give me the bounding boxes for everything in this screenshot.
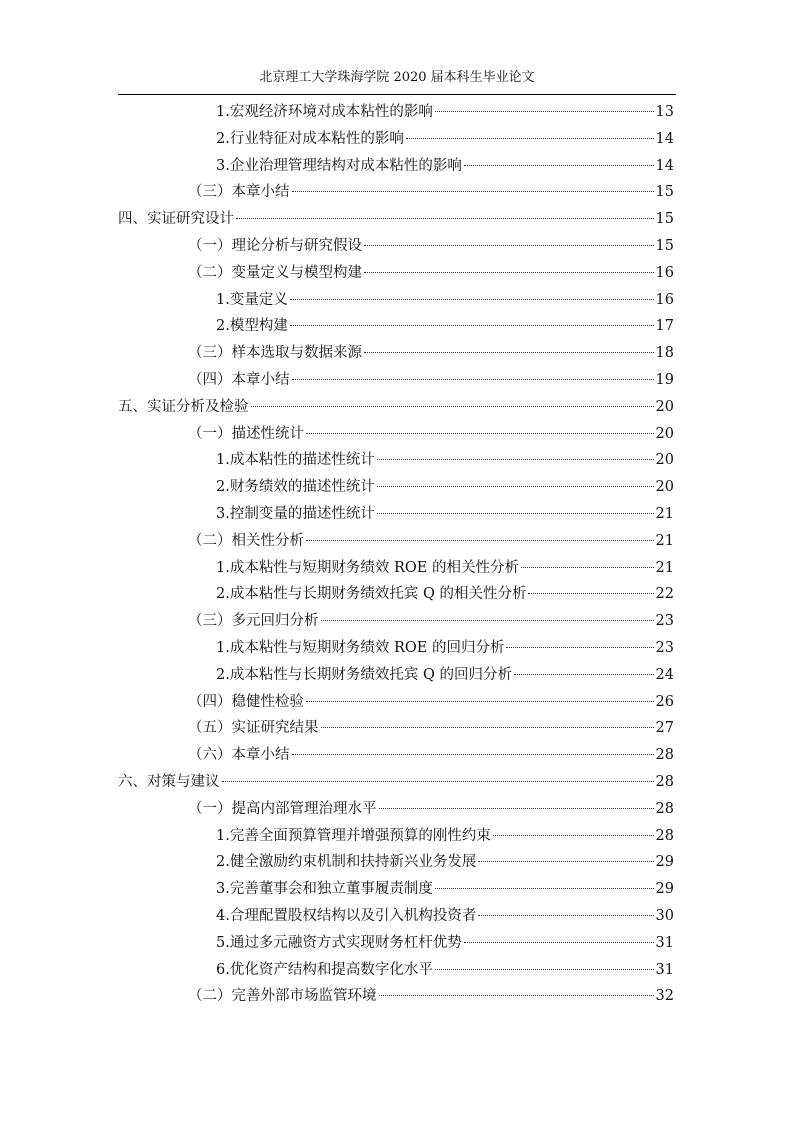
toc-entry[interactable] [118,957,674,984]
dot-leader [528,593,653,594]
dot-leader [435,888,654,889]
dot-leader [478,915,653,916]
dot-leader [478,861,653,862]
toc-entry-page-number: 24 [655,666,674,683]
toc-entry[interactable] [118,260,674,287]
toc-entry-title: 2.成本粘性与长期财务绩效托宾 Q 的相关性分析 [216,586,527,603]
toc-entry-title: 1.成本粘性与短期财务绩效 ROE 的相关性分析 [216,559,519,576]
dot-leader [464,942,654,943]
toc-entry-title: 2.行业特征对成本粘性的影响 [216,130,404,147]
toc-entry-page-number: 21 [655,559,674,576]
toc-entry[interactable] [118,796,674,823]
toc-entry[interactable] [118,555,674,582]
toc-entry[interactable] [118,742,674,769]
toc-entry-title: 3.控制变量的描述性统计 [216,505,375,522]
toc-entry-page-number: 13 [655,104,674,120]
dot-leader [222,781,654,782]
toc-entry[interactable] [118,313,674,340]
toc-entry-page-number: 14 [655,157,674,174]
toc-entry-page-number: 31 [655,934,674,951]
toc-entry-title: （一）理论分析与研究假设 [188,237,362,254]
toc-entry[interactable] [118,983,674,1010]
toc-entry[interactable] [118,715,674,742]
toc-entry-title: （二）完善外部市场监管环境 [188,988,377,1005]
toc-entry[interactable] [118,179,674,206]
toc-entry[interactable] [118,367,674,394]
toc-entry-page-number: 21 [655,532,674,549]
toc-entry-page-number: 28 [655,747,674,764]
toc-entry-title: 5.通过多元融资方式实现财务杠杆优势 [216,934,462,951]
toc-entry-page-number: 28 [655,773,674,790]
dot-leader [306,540,654,541]
toc-entry-page-number: 15 [655,184,674,201]
toc-entry-page-number: 23 [655,639,674,656]
toc-entry-title: 2.成本粘性与长期财务绩效托宾 Q 的回归分析 [216,666,512,683]
toc-entry-page-number: 26 [655,693,674,710]
toc-entry-title: 6.优化资产结构和提高数字化水平 [216,961,433,978]
toc-entry[interactable] [118,153,674,180]
toc-entry-title: 1.完善全面预算管理并增强预算的刚性约束 [216,827,491,844]
toc-entry[interactable] [118,769,674,796]
page-header: 北京理工大学珠海学院 2020 届本科生毕业论文 [259,70,535,85]
dot-leader [377,459,654,460]
toc-entry[interactable] [118,394,674,421]
dot-leader [321,620,654,621]
dot-leader [292,191,654,192]
toc-entry-title: 五、实证分析及检验 [118,398,249,415]
dot-leader [251,406,654,407]
toc-entry-title: （五）实证研究结果 [188,720,319,737]
dot-leader [364,245,654,246]
toc-entry-title: 1.变量定义 [216,291,288,308]
dot-leader [292,754,654,755]
dot-leader [290,299,654,300]
toc-entry-page-number: 29 [655,881,674,898]
toc-entry-title: （一）描述性统计 [188,425,304,442]
toc-entry-page-number: 21 [655,505,674,522]
toc-entry-title: （三）样本选取与数据来源 [188,345,362,362]
dot-leader [290,325,654,326]
toc-entry-page-number: 14 [655,130,674,147]
toc-entry-title: 3.企业治理管理结构对成本粘性的影响 [216,157,462,174]
toc-entry[interactable] [118,689,674,716]
toc-entry[interactable] [118,421,674,448]
toc-entry[interactable] [118,903,674,930]
toc-entry-title: （二）相关性分析 [188,532,304,549]
toc-entry-page-number: 22 [655,586,674,603]
dot-leader [292,379,654,380]
toc-entry[interactable] [118,528,674,555]
toc-entry-page-number: 23 [655,613,674,630]
dot-leader [321,727,654,728]
toc-entry-title: 2.模型构建 [216,318,288,335]
dot-leader [493,835,654,836]
toc-entry-title: （三）本章小结 [188,184,290,201]
toc-entry-title: 六、对策与建议 [118,773,220,790]
toc-entry-page-number: 16 [655,291,674,308]
header-divider [118,94,676,95]
dot-leader [406,138,654,139]
toc-entry-page-number: 18 [655,345,674,362]
toc-entry-title: （三）多元回归分析 [188,613,319,630]
toc-entry[interactable] [118,99,674,126]
toc-entry-title: 4.合理配置股权结构以及引入机构投资者 [216,907,477,924]
toc-entry-page-number: 15 [655,237,674,254]
toc-entry-page-number: 20 [655,398,674,415]
toc-entry-title: 2.健全激励约束机制和扶持新兴业务发展 [216,854,477,871]
toc-entry-title: （四）稳健性检验 [188,693,304,710]
dot-leader [379,995,654,996]
toc-entry-page-number: 20 [655,425,674,442]
dot-leader [377,486,654,487]
dot-leader [379,808,654,809]
dot-leader [306,701,654,702]
toc-entry-title: 四、实证研究设计 [118,211,234,228]
toc-entry[interactable] [118,287,674,314]
dot-leader [236,218,654,219]
toc-entry[interactable] [118,876,674,903]
toc-entry[interactable] [118,823,674,850]
dot-leader [506,647,653,648]
toc-entry[interactable] [118,206,674,233]
toc-entry-page-number: 19 [655,371,674,388]
toc-entry-title: （四）本章小结 [188,371,290,388]
toc-entry-page-number: 27 [655,720,674,737]
toc-entry-page-number: 20 [655,452,674,469]
dot-leader [521,567,654,568]
toc-entry[interactable] [118,126,674,153]
dot-leader [377,513,654,514]
dot-leader [364,272,654,273]
toc-entry-title: 1.宏观经济环境对成本粘性的影响 [216,104,433,120]
toc-entry-title: 1.成本粘性的描述性统计 [216,452,375,469]
toc-entry-page-number: 32 [655,988,674,1005]
dot-leader [435,969,654,970]
toc-entry-page-number: 17 [655,318,674,335]
dot-leader [514,674,654,675]
toc-entry-page-number: 16 [655,264,674,281]
toc-entry-page-number: 28 [655,800,674,817]
toc-entry[interactable] [118,608,674,635]
toc-entry[interactable] [118,340,674,367]
toc-entry-page-number: 15 [655,211,674,228]
toc-entry[interactable] [118,501,674,528]
toc-entry-title: （二）变量定义与模型构建 [188,264,362,281]
dot-leader [306,433,654,434]
table-of-contents [118,99,674,1010]
dot-leader [464,165,654,166]
toc-entry[interactable] [118,662,674,689]
toc-entry[interactable] [118,635,674,662]
toc-entry[interactable] [118,474,674,501]
dot-leader [364,352,654,353]
toc-entry-title: 3.完善董事会和独立董事履责制度 [216,881,433,898]
toc-entry[interactable] [118,233,674,260]
toc-entry[interactable] [118,849,674,876]
toc-entry-title: 1.成本粘性与短期财务绩效 ROE 的回归分析 [216,639,505,656]
toc-entry-page-number: 20 [655,479,674,496]
toc-entry[interactable] [118,447,674,474]
toc-entry[interactable] [118,581,674,608]
toc-entry-page-number: 28 [655,827,674,844]
toc-entry-title: （六）本章小结 [188,747,290,764]
toc-entry-page-number: 29 [655,854,674,871]
toc-entry-title: （一）提高内部管理治理水平 [188,800,377,817]
toc-entry[interactable] [118,930,674,957]
toc-entry-title: 2.财务绩效的描述性统计 [216,479,375,496]
dot-leader [435,111,654,112]
toc-entry-page-number: 30 [655,907,674,924]
toc-entry-page-number: 31 [655,961,674,978]
